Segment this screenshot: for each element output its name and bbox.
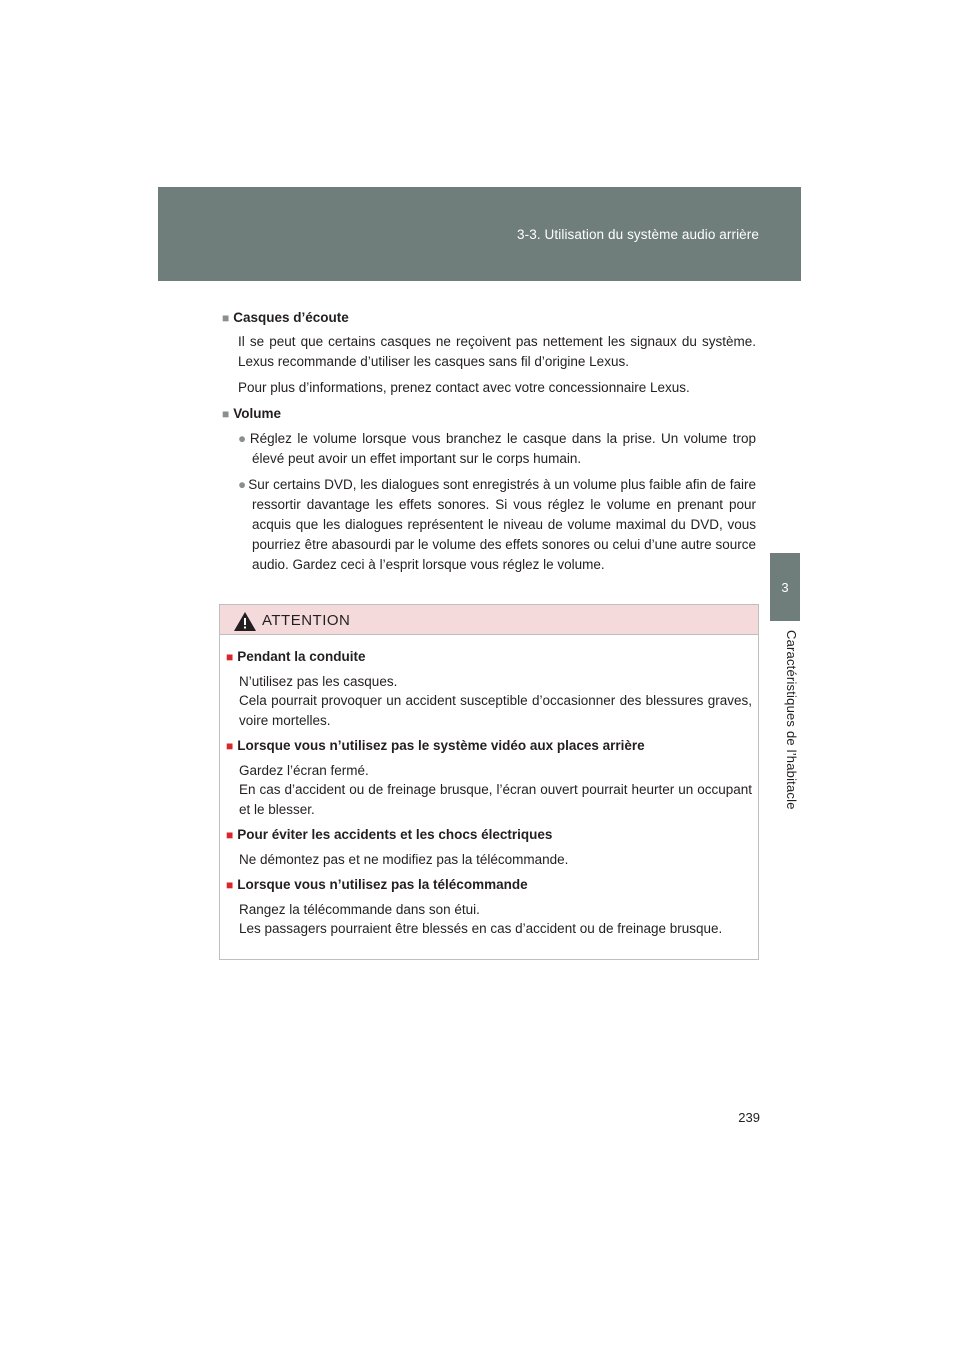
circle-bullet-icon: ● [238,477,247,492]
warning-item-text: Gardez l’écran fermé. En cas d’accident ou de freinage brusque, l’écran ouvert pourrait heurter un occupant et le blesser. [239,762,752,817]
warning-item-title: ■ Pendant la conduite [226,649,366,664]
warning-title: ATTENTION [262,611,351,629]
main-content [222,308,756,581]
red-square-icon: ■ [226,828,234,842]
section-title: ■ Casques d’écoute [222,310,349,325]
section-header-title: 3-3. Utilisation du système audio arrière [517,227,759,242]
warning-item-title: ■ Lorsque vous n’utilisez pas le système vidéo aux places arrière [226,738,645,753]
section-title: ■ Volume [222,406,282,421]
bullet-item: ● Réglez le volume lorsque vous branchez le casque dans la prise. Un volume trop élevé peut avoir un effet important sur le corps humain. [238,431,756,466]
chapter-number: 3 [781,579,789,595]
warning-body [220,635,758,939]
header-bar [158,187,801,281]
warning-item-title: ■ Pour éviter les accidents et les chocs électriques [226,827,553,842]
chapter-tab [770,553,800,621]
red-square-icon: ■ [226,650,234,664]
page-number: 239 [738,1110,760,1125]
square-bullet-icon: ■ [222,407,230,421]
chapter-label: Caractéristiques de l’habitacle [784,630,799,810]
warning-item-text: Ne démontez pas et ne modifiez pas la télécommande. [239,851,569,867]
warning-triangle-icon [234,612,256,631]
warning-box [219,604,759,960]
red-square-icon: ■ [226,739,234,753]
paragraph: Pour plus d’informations, prenez contact avec votre concessionnaire Lexus. [238,380,690,395]
warning-item-text: N’utilisez pas les casques. Cela pourrait provoquer un accident susceptible d’occasionner des blessures graves, voire mortelles. [239,673,752,728]
square-bullet-icon: ■ [222,311,230,325]
circle-bullet-icon: ● [238,431,248,446]
bullet-item: ● Sur certains DVD, les dialogues sont enregistrés à un volume plus faible afin de faire ressortir davantage les effets sonores. Si vous réglez le volume en prenant pour acquis que les dialogues représentent le niveau de volume maximal du DVD, vous pourriez être abasourdi par le volume des effets sonores ou celui d’une autre source audio. Gardez ceci à l’esprit lorsque vous réglez le volume. [238,477,756,572]
warning-item-text: Rangez la télécommande dans son étui. Les passagers pourraient être blessés en cas d’accident ou de freinage brusque. [239,901,723,936]
warning-item-title: ■ Lorsque vous n’utilisez pas la télécommande [226,877,528,892]
warning-header [220,605,758,635]
paragraph: Il se peut que certains casques ne reçoivent pas nettement les signaux du système. Lexus recommande d’utiliser les casques sans fil d’origine Lexus. [238,334,756,369]
red-square-icon: ■ [226,878,234,892]
